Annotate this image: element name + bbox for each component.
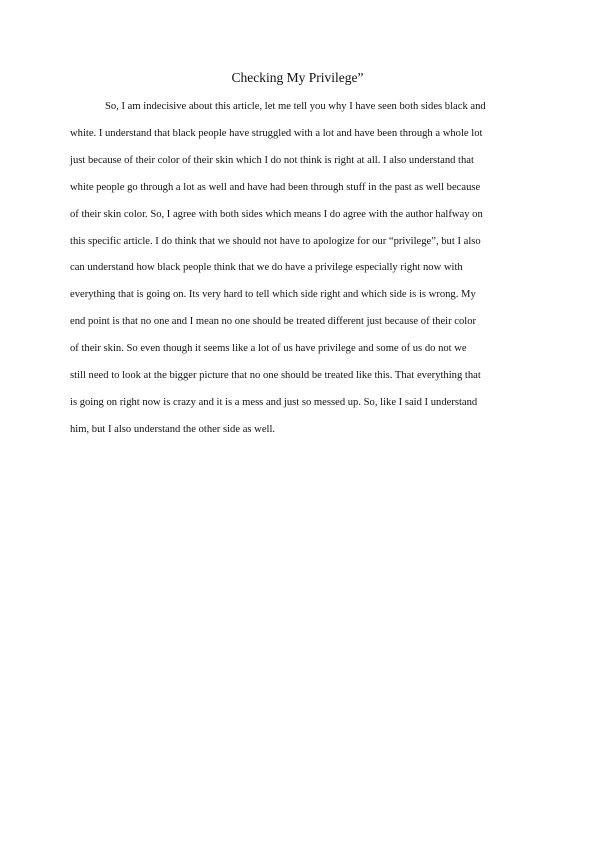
body-line: white. I understand that black people have struggled with a lot and have been through a whole lot bbox=[70, 127, 483, 139]
document-title: Checking My Privilege” bbox=[231, 70, 364, 85]
body-line: end point is that no one and I mean no one should be treated different just because of their color bbox=[70, 316, 477, 328]
body-line: still need to look at the bigger picture that no one should be treated like this. That everything that bbox=[70, 370, 481, 382]
body-line: can understand how black people think that we do have a privilege especially right now with bbox=[70, 262, 463, 274]
body-line: white people go through a lot as well and have had been through stuff in the past as well because bbox=[70, 181, 481, 193]
document-body bbox=[70, 94, 530, 444]
body-line: of their skin. So even though it seems like a lot of us have privilege and some of us do not we bbox=[70, 343, 467, 355]
body-line: him, but I also understand the other side as well. bbox=[70, 423, 276, 435]
body-line: So, I am indecisive about this article, let me tell you why I have seen both sides black and bbox=[105, 101, 486, 112]
body-line: everything that is going on. Its very hard to tell which side right and which side is is wrong. My bbox=[70, 289, 476, 301]
body-line: of their skin color. So, I agree with both sides which means I do agree with the author halfway on bbox=[70, 208, 483, 220]
body-line: is going on right now is crazy and it is a mess and just so messed up. So, like I said I understand bbox=[70, 396, 478, 408]
body-line: just because of their color of their skin which I do not think is right at all. I also understand that bbox=[70, 154, 474, 166]
body-line: this specific article. I do think that we should not have to apologize for our “privilege”, but I also bbox=[70, 235, 481, 247]
